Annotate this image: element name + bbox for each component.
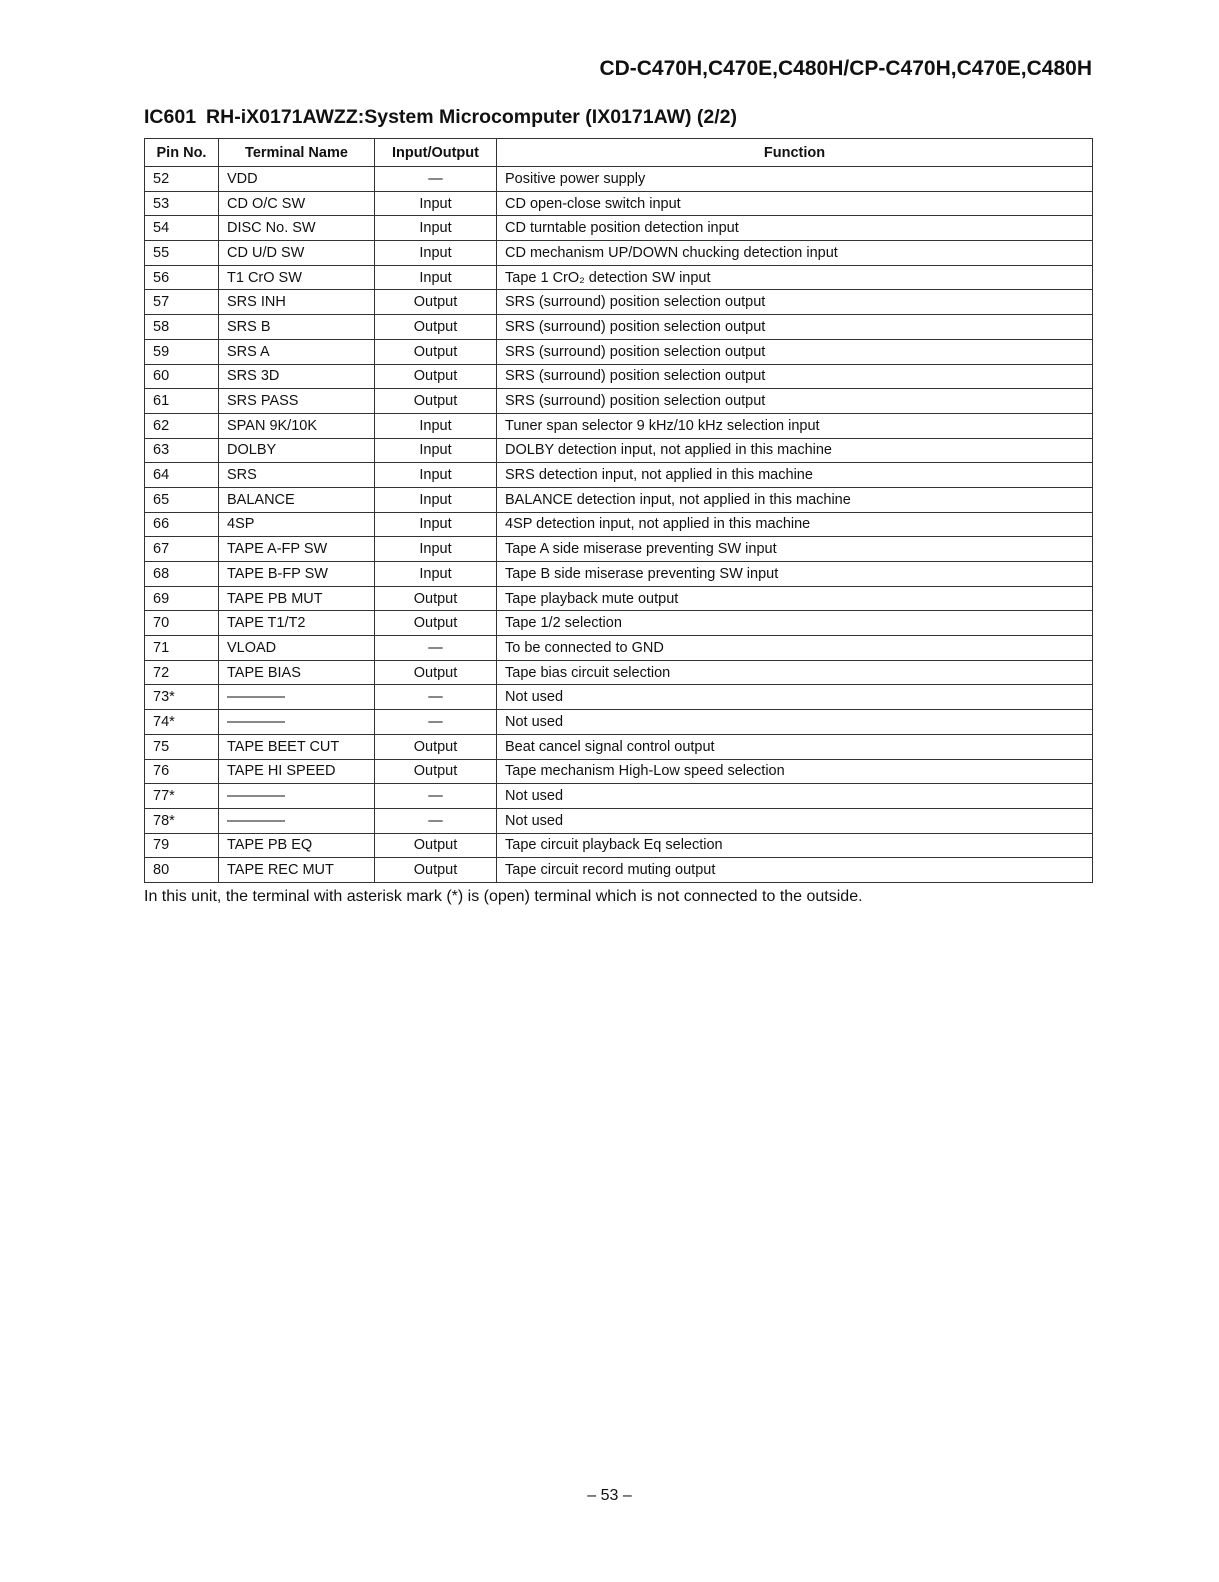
input-output-cell: Output — [375, 759, 497, 784]
pin-number-cell: 73* — [145, 685, 219, 710]
function-cell: DOLBY detection input, not applied in this machine — [497, 438, 1093, 463]
table-row — [145, 512, 1093, 537]
terminal-name-cell: SRS — [219, 463, 375, 488]
input-output-cell: — — [375, 636, 497, 661]
terminal-name-cell: ———— — [219, 685, 375, 710]
terminal-name-cell: TAPE A-FP SW — [219, 537, 375, 562]
terminal-name-cell: TAPE HI SPEED — [219, 759, 375, 784]
function-cell: 4SP detection input, not applied in this machine — [497, 512, 1093, 537]
table-row — [145, 241, 1093, 266]
pin-number-cell: 63 — [145, 438, 219, 463]
function-cell: Tape 1 CrO₂ detection SW input — [497, 265, 1093, 290]
table-row — [145, 734, 1093, 759]
input-output-cell: — — [375, 167, 497, 192]
table-row — [145, 290, 1093, 315]
terminal-name-cell: TAPE T1/T2 — [219, 611, 375, 636]
function-cell: SRS (surround) position selection output — [497, 315, 1093, 340]
function-cell: Tape mechanism High-Low speed selection — [497, 759, 1093, 784]
pin-number-cell: 58 — [145, 315, 219, 340]
terminal-name-cell: SRS 3D — [219, 364, 375, 389]
page-number: – 53 – — [587, 1487, 632, 1504]
table-row — [145, 808, 1093, 833]
input-output-cell: Output — [375, 290, 497, 315]
pin-number-cell: 80 — [145, 858, 219, 883]
table-row — [145, 364, 1093, 389]
table-row — [145, 413, 1093, 438]
input-output-cell: — — [375, 685, 497, 710]
table-row — [145, 487, 1093, 512]
terminal-name-cell: ———— — [219, 808, 375, 833]
table-row — [145, 586, 1093, 611]
table-row — [145, 858, 1093, 883]
input-output-cell: Input — [375, 241, 497, 266]
input-output-cell: Input — [375, 463, 497, 488]
input-output-cell: Output — [375, 858, 497, 883]
model-header: CD-C470H,C470E,C480H/CP-C470H,C470E,C480H — [599, 57, 1092, 80]
input-output-cell: Output — [375, 833, 497, 858]
input-output-cell: Input — [375, 487, 497, 512]
function-cell: SRS (surround) position selection output — [497, 389, 1093, 414]
pin-number-cell: 62 — [145, 413, 219, 438]
table-body — [145, 167, 1093, 883]
terminal-name-cell: T1 CrO SW — [219, 265, 375, 290]
terminal-name-cell: TAPE PB MUT — [219, 586, 375, 611]
pin-number-cell: 75 — [145, 734, 219, 759]
terminal-name-cell: DISC No. SW — [219, 216, 375, 241]
input-output-cell: Output — [375, 660, 497, 685]
input-output-cell: — — [375, 710, 497, 735]
terminal-name-cell: SRS A — [219, 339, 375, 364]
terminal-name-cell: ———— — [219, 784, 375, 809]
input-output-cell: — — [375, 808, 497, 833]
column-header-terminal-name: Terminal Name — [219, 139, 375, 167]
table-row — [145, 660, 1093, 685]
terminal-name-cell: 4SP — [219, 512, 375, 537]
input-output-cell: Output — [375, 586, 497, 611]
input-output-cell: Output — [375, 315, 497, 340]
input-output-cell: Output — [375, 611, 497, 636]
pin-number-cell: 55 — [145, 241, 219, 266]
table-row — [145, 710, 1093, 735]
column-header-function: Function — [497, 139, 1093, 167]
function-cell: To be connected to GND — [497, 636, 1093, 661]
table-row — [145, 611, 1093, 636]
pin-number-cell: 60 — [145, 364, 219, 389]
terminal-name-cell: ———— — [219, 710, 375, 735]
table-row — [145, 167, 1093, 192]
pin-number-cell: 59 — [145, 339, 219, 364]
input-output-cell: Input — [375, 438, 497, 463]
terminal-name-cell: SRS B — [219, 315, 375, 340]
function-cell: Tape 1/2 selection — [497, 611, 1093, 636]
function-cell: SRS (surround) position selection output — [497, 290, 1093, 315]
function-cell: Beat cancel signal control output — [497, 734, 1093, 759]
pin-number-cell: 68 — [145, 562, 219, 587]
column-header-input-output: Input/Output — [375, 139, 497, 167]
input-output-cell: Input — [375, 537, 497, 562]
pin-number-cell: 52 — [145, 167, 219, 192]
input-output-cell: Input — [375, 512, 497, 537]
ic-reference: IC601 — [144, 106, 197, 128]
function-cell: Tape circuit record muting output — [497, 858, 1093, 883]
pin-number-cell: 53 — [145, 191, 219, 216]
pin-number-cell: 66 — [145, 512, 219, 537]
pin-number-cell: 76 — [145, 759, 219, 784]
function-cell: SRS (surround) position selection output — [497, 339, 1093, 364]
table-row — [145, 685, 1093, 710]
pin-number-cell: 78* — [145, 808, 219, 833]
pin-number-cell: 72 — [145, 660, 219, 685]
terminal-name-cell: DOLBY — [219, 438, 375, 463]
pin-number-cell: 79 — [145, 833, 219, 858]
ic-title: RH-iX0171AWZZ:System Microcomputer (IX0171AW) (2/2) — [206, 106, 738, 128]
function-cell: Tuner span selector 9 kHz/10 kHz selection input — [497, 413, 1093, 438]
input-output-cell: Input — [375, 191, 497, 216]
table-row — [145, 339, 1093, 364]
pin-number-cell: 61 — [145, 389, 219, 414]
table-row — [145, 636, 1093, 661]
pin-number-cell: 56 — [145, 265, 219, 290]
terminal-name-cell: TAPE PB EQ — [219, 833, 375, 858]
table-row — [145, 537, 1093, 562]
function-cell: BALANCE detection input, not applied in this machine — [497, 487, 1093, 512]
table-row — [145, 315, 1093, 340]
terminal-name-cell: SPAN 9K/10K — [219, 413, 375, 438]
function-cell: Not used — [497, 685, 1093, 710]
terminal-name-cell: SRS PASS — [219, 389, 375, 414]
function-cell: CD mechanism UP/DOWN chucking detection input — [497, 241, 1093, 266]
function-cell: Not used — [497, 710, 1093, 735]
function-cell: Tape B side miserase preventing SW input — [497, 562, 1093, 587]
input-output-cell: Input — [375, 562, 497, 587]
terminal-name-cell: TAPE BIAS — [219, 660, 375, 685]
pin-number-cell: 54 — [145, 216, 219, 241]
pin-number-cell: 74* — [145, 710, 219, 735]
function-cell: Tape circuit playback Eq selection — [497, 833, 1093, 858]
function-cell: Not used — [497, 808, 1093, 833]
input-output-cell: Input — [375, 216, 497, 241]
table-row — [145, 759, 1093, 784]
function-cell: Tape playback mute output — [497, 586, 1093, 611]
function-cell: CD open-close switch input — [497, 191, 1093, 216]
pin-number-cell: 77* — [145, 784, 219, 809]
terminal-name-cell: VLOAD — [219, 636, 375, 661]
pin-number-cell: 69 — [145, 586, 219, 611]
terminal-name-cell: CD O/C SW — [219, 191, 375, 216]
pin-number-cell: 57 — [145, 290, 219, 315]
function-cell: Tape bias circuit selection — [497, 660, 1093, 685]
pin-number-cell: 70 — [145, 611, 219, 636]
pin-function-table — [144, 138, 1093, 883]
table-row — [145, 438, 1093, 463]
input-output-cell: — — [375, 784, 497, 809]
table-row — [145, 265, 1093, 290]
table-row — [145, 216, 1093, 241]
table-row — [145, 784, 1093, 809]
table-row — [145, 389, 1093, 414]
function-cell: SRS detection input, not applied in this machine — [497, 463, 1093, 488]
table-row — [145, 833, 1093, 858]
pin-number-cell: 65 — [145, 487, 219, 512]
input-output-cell: Output — [375, 339, 497, 364]
input-output-cell: Output — [375, 734, 497, 759]
pin-number-cell: 67 — [145, 537, 219, 562]
function-cell: Not used — [497, 784, 1093, 809]
table-row — [145, 562, 1093, 587]
function-cell: SRS (surround) position selection output — [497, 364, 1093, 389]
asterisk-note: In this unit, the terminal with asterisk mark (*) is (open) terminal which is not connected to the outside. — [144, 888, 863, 905]
input-output-cell: Input — [375, 265, 497, 290]
terminal-name-cell: VDD — [219, 167, 375, 192]
terminal-name-cell: CD U/D SW — [219, 241, 375, 266]
section-title — [144, 106, 737, 129]
terminal-name-cell: TAPE REC MUT — [219, 858, 375, 883]
column-header-pin: Pin No. — [145, 139, 219, 167]
terminal-name-cell: TAPE B-FP SW — [219, 562, 375, 587]
function-cell: CD turntable position detection input — [497, 216, 1093, 241]
function-cell: Positive power supply — [497, 167, 1093, 192]
pin-number-cell: 64 — [145, 463, 219, 488]
terminal-name-cell: SRS INH — [219, 290, 375, 315]
terminal-name-cell: TAPE BEET CUT — [219, 734, 375, 759]
pin-number-cell: 71 — [145, 636, 219, 661]
input-output-cell: Output — [375, 364, 497, 389]
table-row — [145, 191, 1093, 216]
input-output-cell: Output — [375, 389, 497, 414]
input-output-cell: Input — [375, 413, 497, 438]
function-cell: Tape A side miserase preventing SW input — [497, 537, 1093, 562]
terminal-name-cell: BALANCE — [219, 487, 375, 512]
table-row — [145, 463, 1093, 488]
table-header-row — [145, 139, 1093, 167]
